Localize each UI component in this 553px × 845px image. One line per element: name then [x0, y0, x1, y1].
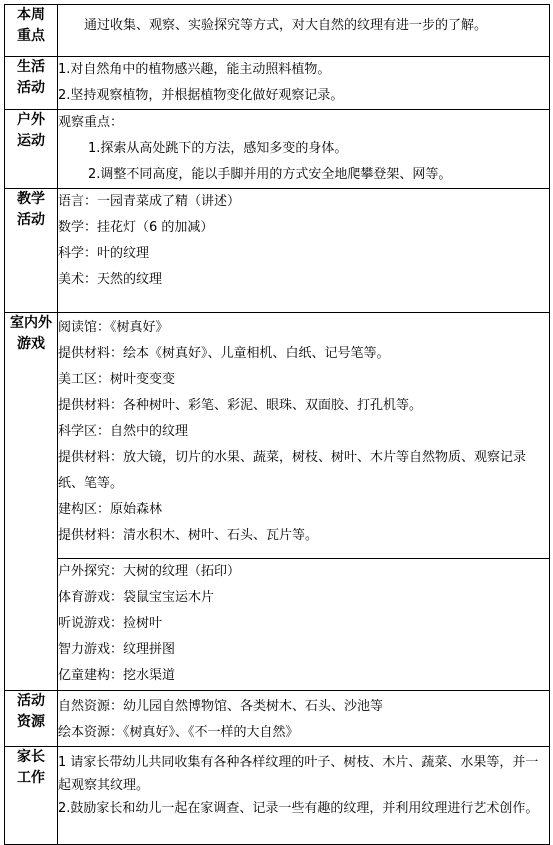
cell-outdoor-exercise	[58, 110, 550, 189]
listening-game: 听说游戏：捡树叶	[58, 616, 163, 631]
cell-teaching-activities	[58, 189, 550, 313]
outdoor-item: 2.调整不同高度，能以手脚并用的方式安全地爬攀登架、网等。	[88, 167, 452, 182]
cell-indoor-games	[58, 313, 550, 559]
cell-life-activities	[58, 57, 550, 110]
row-weekly-focus	[5, 5, 550, 57]
header-line-2: 工作	[17, 770, 45, 786]
science-materials: 提供材料：放大镜，切片的水果、蔬菜，树枝、树叶、木片等自然物质、观察记录纸、笔等。	[58, 450, 527, 491]
row-teaching-activities	[5, 189, 550, 313]
teaching-language: 语言：一园青菜成了精（讲述）	[58, 194, 241, 209]
weekly-plan-table	[4, 4, 550, 845]
art-materials: 提供材料：各种树叶、彩笔、彩泥、眼珠、双面胶、打孔机等。	[58, 398, 423, 413]
building-corner: 建构区：原始森林	[58, 502, 163, 517]
header-line-1: 活动	[17, 693, 45, 709]
header-line-1: 生活	[17, 59, 45, 75]
cell-weekly-focus	[58, 5, 550, 57]
header-line-2: 活动	[17, 212, 45, 228]
outdoor-exploration: 户外探究：大树的纹理（拓印）	[58, 564, 241, 579]
row-life-activities	[5, 57, 550, 110]
picture-book-resources: 绘本资源：《树真好》、《不一样的大自然》	[58, 725, 299, 740]
cell-activity-resources	[58, 691, 550, 747]
header-line-2: 运动	[17, 133, 45, 149]
building-materials: 提供材料：清水积木、树叶、石头、瓦片等。	[58, 528, 319, 543]
outdoor-observation-title: 观察重点：	[58, 115, 124, 130]
row-parent-work	[5, 747, 550, 845]
header-line-1: 室内外	[10, 315, 52, 331]
row-header-teaching	[5, 189, 58, 313]
teaching-art: 美术：天然的纹理	[58, 272, 163, 287]
puzzle-game: 智力游戏：纹理拼图	[58, 642, 176, 657]
art-corner: 美工区：树叶变变变	[58, 372, 176, 387]
header-line-1: 户外	[17, 112, 45, 128]
header-line-2: 活动	[17, 80, 45, 96]
sports-game: 体育游戏：袋鼠宝宝运木片	[58, 590, 215, 605]
row-header-weekly-focus	[5, 5, 58, 57]
construction-game: 亿童建构：挖水渠道	[58, 668, 176, 683]
row-activity-resources	[5, 691, 550, 747]
life-item: 1.对自然角中的植物感兴趣，能主动照料植物。	[58, 62, 331, 77]
header-line-2: 资源	[17, 714, 45, 730]
row-header-resources	[5, 691, 58, 747]
reading-corner: 阅读馆：《树真好》	[58, 320, 169, 335]
life-item: 2.坚持观察植物，并根据植物变化做好观察记录。	[58, 88, 344, 103]
teaching-math: 数学：挂花灯（6 的加减）	[58, 220, 214, 235]
row-games-outdoor	[5, 559, 550, 691]
cell-outdoor-games	[58, 559, 550, 691]
cell-parent-work	[58, 747, 550, 845]
weekly-focus-text: 通过收集、观察、实验探究等方式，对大自然的纹理有进一步的了解。	[84, 18, 488, 33]
row-header-games	[5, 313, 58, 691]
parent-task: 2.鼓励家长和幼儿一起在家调查、记录一些有趣的纹理，并利用纹理进行艺术创作。	[58, 801, 539, 816]
science-corner: 科学区：自然中的纹理	[58, 424, 189, 439]
row-outdoor-exercise	[5, 110, 550, 189]
teaching-science: 科学：叶的纹理	[58, 246, 150, 261]
natural-resources: 自然资源：幼儿园自然博物馆、各类树木、石头、沙池等	[58, 699, 384, 714]
header-line-1: 本周	[17, 7, 45, 23]
header-line-2: 重点	[17, 28, 45, 44]
header-line-1: 教学	[17, 191, 45, 207]
header-line-2: 游戏	[17, 336, 45, 352]
row-header-life	[5, 57, 58, 110]
row-games-indoor	[5, 313, 550, 559]
row-header-outdoor	[5, 110, 58, 189]
parent-task: 1 请家长带幼儿共同收集有各种各样纹理的叶子、树枝、木片、蔬菜、水果等，并一起观察其纹理。	[58, 755, 539, 793]
header-line-1: 家长	[17, 749, 45, 765]
outdoor-item: 1.探索从高处跳下的方法，感知多变的身体。	[88, 141, 348, 156]
row-header-parents	[5, 747, 58, 845]
reading-materials: 提供材料：绘本《树真好》、儿童相机、白纸、记号笔等。	[58, 346, 390, 361]
